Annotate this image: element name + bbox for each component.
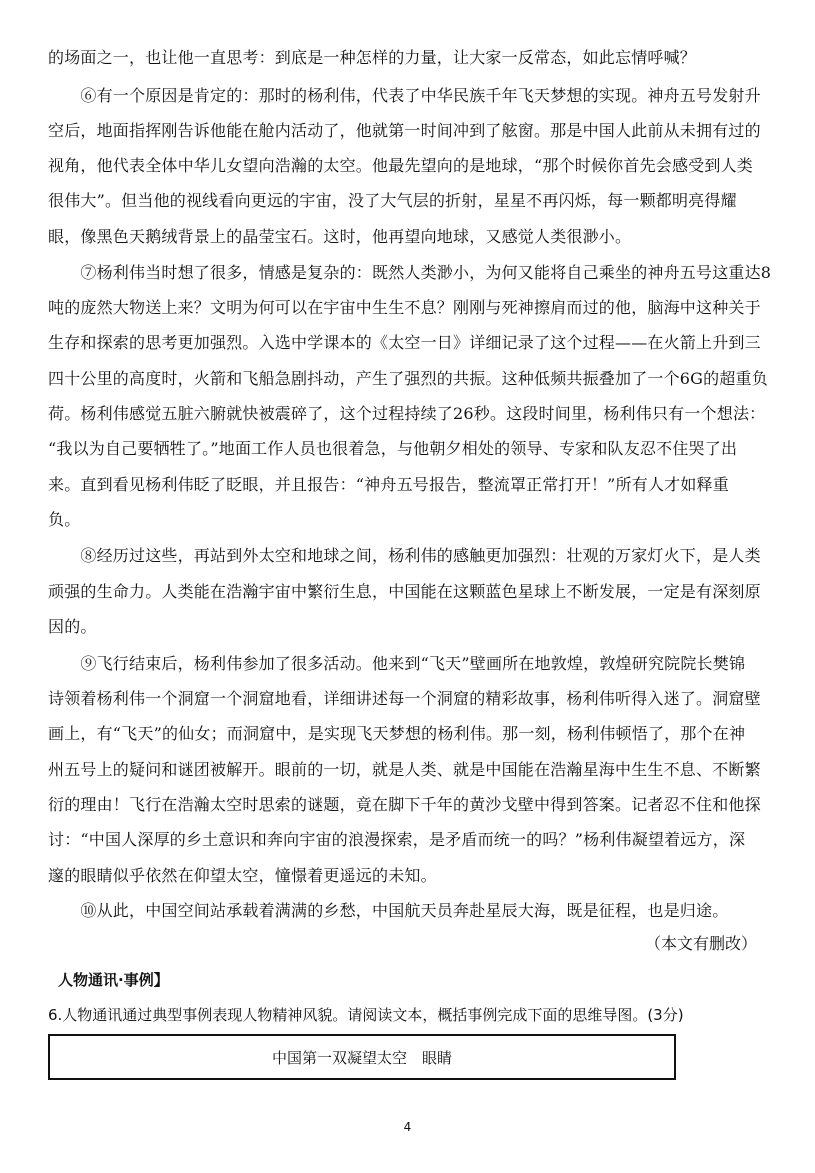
article-line: ⑥有一个原因是肯定的：那时的杨利伟，代表了中华民族千年飞天梦想的实现。神舟五号发射升 — [48, 86, 761, 105]
article-line: 负。 — [48, 510, 81, 529]
article-line: 来。直到看见杨利伟眨了眨眼，并且报告：“神舟五号报告，整流罩正常打开！”所有人才如释重 — [48, 475, 729, 494]
article-line: 顽强的生命力。人类能在浩瀚宇宙中繁衍生息，中国能在这颗蓝色星球上不断发展，一定是有深刻原 — [48, 582, 761, 601]
article-line: 的场面之一，也让他一直思考：到底是一种怎样的力量，让大家一反常态，如此忘情呼喊？ — [48, 48, 697, 67]
article-line: 空后，地面指挥刚告诉他能在舱内活动了，他就第一时间冲到了舷窗。那是中国人此前从未拥有过的 — [48, 121, 761, 140]
article-line: 州五号上的疑问和谜团被解开。眼前的一切，就是人类、就是中国能在浩瀚星海中生生不息、不断繁 — [48, 760, 761, 779]
question-6: 6.人物通讯通过典型事例表现人物精神风貌。请阅读文本，概括事例完成下面的思维导图。(3分) — [48, 1006, 684, 1024]
article-line: “我以为自己要牺牲了。”地面工作人员也很着急，与他朝夕相处的领导、专家和队友忍不住哭了出 — [48, 439, 738, 458]
article-line: 吨的庞然大物送上来？文明为何可以在宇宙中生生不息？刚刚与死神擦肩而过的他，脑海中这种关于 — [48, 298, 761, 317]
article-line: 四十公里的高度时，火箭和飞船急剧抖动，产生了强烈的共振。这种低频共振叠加了一个6G的超重负 — [48, 369, 768, 388]
article-line: 邃的眼睛似乎依然在仰望太空，憧憬着更遥远的未知。 — [48, 866, 437, 885]
article-line: 很伟大”。但当他的视线看向更远的宇宙，没了大气层的折射，星星不再闪烁，每一颗都明亮得耀 — [48, 191, 737, 210]
article-line: ⑦杨利伟当时想了很多，情感是复杂的：既然人类渺小，为何又能将自己乘坐的神舟五号这重达8 — [48, 263, 772, 282]
article-line: ⑩从此，中国空间站承载着满满的乡愁，中国航天员奔赴星辰大海，既是征程，也是归途。 — [48, 901, 729, 920]
article-line: 诗领着杨利伟一个洞窟一个洞窟地看，详细讲述每一个洞窟的精彩故事，杨利伟听得入迷了。洞窟壁 — [48, 689, 761, 708]
section-heading: 人物通讯·事例】 — [58, 971, 169, 989]
article-line: 眼，像黑色天鹅绒背景上的晶莹宝石。这时，他再望向地球，又感觉人类很渺小。 — [48, 227, 632, 246]
mindmap-box-text: 中国第一双凝望太空 眼睛 — [271, 1048, 452, 1067]
article-line: ⑧经历过这些，再站到外太空和地球之间，杨利伟的感触更加强烈：壮观的万家灯火下，是人类 — [48, 546, 761, 565]
article-line: 因的。 — [48, 617, 97, 636]
article-line: 视角，他代表全体中华儿女望向浩瀚的太空。他最先望向的是地球，“那个时候你首先会感受到人类 — [48, 156, 753, 175]
article-line: 衍的理由！飞行在浩瀚太空时思索的谜题，竟在脚下千年的黄沙戈壁中得到答案。记者忍不住和他探 — [48, 795, 761, 814]
article-line: 讨：“中国人深厚的乡土意识和奔向宇宙的浪漫探索，是矛盾而统一的吗？”杨利伟凝望着远方，深 — [48, 830, 746, 849]
mindmap-box — [48, 1034, 676, 1080]
article-line: 荷。杨利伟感觉五脏六腑就快被震碎了，这个过程持续了26秒。这段时间里，杨利伟只有一个想法： — [48, 404, 766, 423]
article-line: ⑨飞行结束后，杨利伟参加了很多活动。他来到“飞天”壁画所在地敦煌，敦煌研究院院长樊锦 — [48, 654, 746, 673]
source-note: （本文有删改） — [644, 934, 757, 953]
article-line: 画上，有“飞天”的仙女；而洞窟中，是实现飞天梦想的杨利伟。那一刻，杨利伟顿悟了，那个在神 — [48, 724, 746, 743]
article-line: 生存和探索的思考更加强烈。入选中学课本的《太空一日》详细记录了这个过程——在火箭上升到三 — [48, 333, 761, 352]
page-number: 4 — [403, 1120, 412, 1134]
